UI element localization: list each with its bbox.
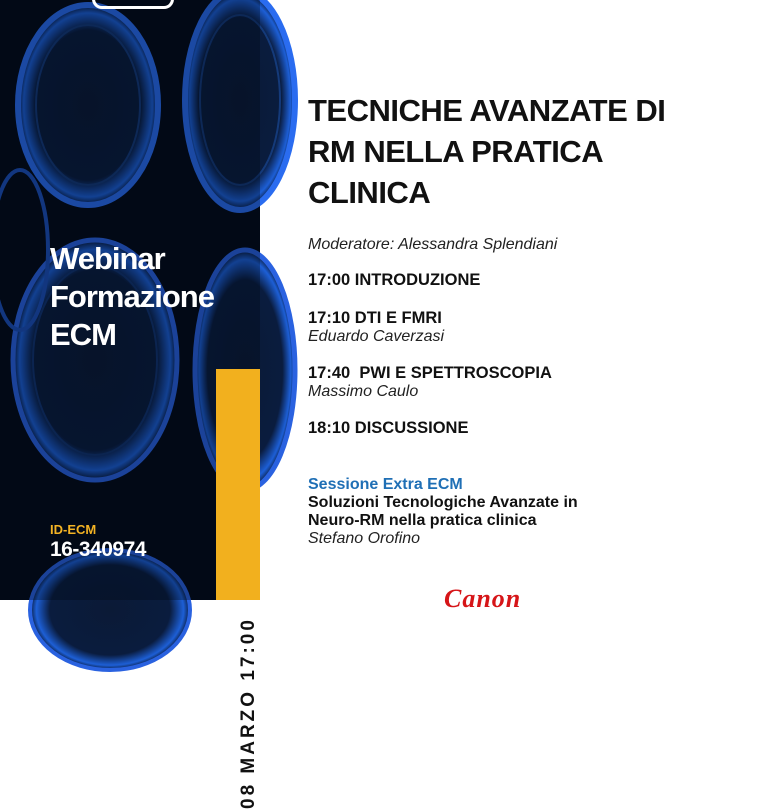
extra-session xyxy=(308,476,728,548)
event-title-line: RM NELLA PRATICA xyxy=(308,134,604,169)
webinar-title xyxy=(50,240,250,354)
logo-frame xyxy=(92,0,174,9)
program-item-speaker: Massimo Caulo xyxy=(308,383,419,400)
id-ecm-label: ID-ECM xyxy=(50,522,97,537)
moderator: Moderatore: Alessandra Splendiani xyxy=(308,236,558,253)
extra-session-title-line: Soluzioni Tecnologiche Avanzate in xyxy=(308,494,578,511)
hero-panel xyxy=(0,0,260,809)
program-item-heading: 17:10 DTI E FMRI xyxy=(308,309,442,327)
event-title-line: CLINICA xyxy=(308,175,431,210)
event-date: 08 MARZO 17:00 xyxy=(238,617,259,809)
program-panel xyxy=(260,0,760,613)
webinar-title-line: Webinar xyxy=(50,241,165,276)
id-ecm-value: 16-340974 xyxy=(50,538,146,561)
webinar-title-line: ECM xyxy=(50,317,116,352)
program-item xyxy=(308,271,480,290)
program-item-heading: 18:10 DISCUSSIONE xyxy=(308,419,469,437)
extra-session-title-line: Neuro-RM nella pratica clinica xyxy=(308,512,537,529)
extra-session-label: Sessione Extra ECM xyxy=(308,476,463,493)
program-item-speaker: Eduardo Caverzasi xyxy=(308,328,445,345)
extra-session-title xyxy=(308,494,728,530)
program-item xyxy=(308,309,444,346)
program-item-heading: 17:40 PWI E SPETTROSCOPIA xyxy=(308,364,552,382)
program-item xyxy=(308,364,552,401)
date-banner xyxy=(216,369,260,809)
program-item xyxy=(308,419,468,438)
program-item-heading: 17:00 INTRODUZIONE xyxy=(308,271,481,289)
event-title xyxy=(308,90,728,213)
event-title-line: TECNICHE AVANZATE DI xyxy=(308,93,666,128)
sponsor-logo: Canon xyxy=(444,584,522,613)
webinar-title-line: Formazione xyxy=(50,279,214,314)
extra-session-speaker: Stefano Orofino xyxy=(308,530,421,547)
